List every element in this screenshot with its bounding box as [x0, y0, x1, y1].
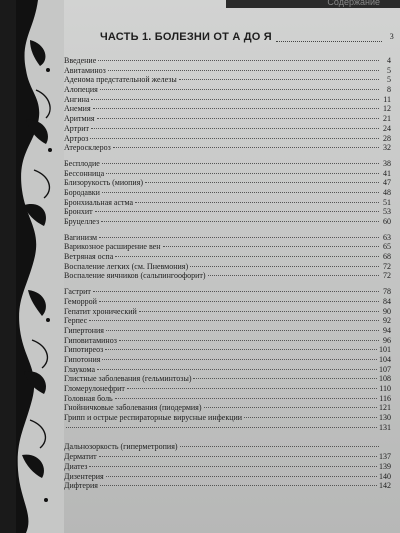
toc-entry-page: 78 — [383, 287, 391, 297]
toc-entry[interactable] — [64, 307, 391, 317]
toc-entry[interactable] — [64, 66, 391, 76]
toc-entry-page: 96 — [383, 335, 391, 345]
toc-entry-title: Гнойничковые заболевания (пиодермия) — [64, 403, 202, 413]
toc-entry-title: Авитаминоз — [64, 65, 106, 75]
leader-dots — [95, 211, 379, 212]
toc-entry-page: 140 — [379, 471, 391, 481]
running-header — [226, 0, 400, 8]
toc-entry-title: Артрит — [64, 123, 90, 133]
toc-entry-page: 53 — [383, 207, 391, 217]
toc-entry-title: Бруцеллез — [64, 217, 100, 226]
toc-entry[interactable] — [64, 472, 391, 482]
toc-entry-page: 24 — [383, 123, 391, 133]
toc-entry-page: 101 — [379, 345, 391, 355]
toc-entry-title: Близорукость (миопия) — [64, 178, 144, 188]
leader-dots — [89, 466, 377, 467]
toc-entry-title: Анемия — [64, 104, 91, 114]
toc-entry-title: Аденома предстательной железы — [64, 75, 177, 85]
leader-dots — [276, 41, 382, 42]
toc-entry-page: 84 — [383, 296, 391, 306]
part-heading — [100, 30, 396, 46]
toc-entry-page: 12 — [383, 104, 391, 114]
toc-entry-page: 65 — [383, 242, 391, 252]
toc-entry-page: 68 — [383, 252, 391, 262]
running-title: Содержание — [327, 0, 380, 7]
toc-entry-title: Воспаление легких (см. Пневмония) — [64, 261, 189, 271]
leader-dots — [145, 182, 379, 183]
toc-entry-page: 60 — [383, 217, 391, 226]
toc-entry[interactable] — [64, 271, 391, 281]
leader-dots — [204, 407, 377, 408]
toc-entry-page: 47 — [383, 178, 391, 188]
toc-entry[interactable] — [64, 365, 391, 375]
toc-entry-page: 5 — [387, 75, 391, 85]
toc-entry-title: Гиповитаминоз — [64, 335, 117, 345]
leader-dots — [179, 79, 379, 80]
toc-entry[interactable] — [64, 75, 391, 85]
toc-entry[interactable] — [64, 104, 391, 114]
leader-dots — [100, 89, 379, 90]
toc-entry[interactable] — [64, 287, 391, 297]
toc-entry[interactable] — [64, 442, 391, 452]
leader-dots — [91, 128, 379, 129]
toc-entry-page: 63 — [383, 232, 391, 242]
toc-entry-title: Бессонница — [64, 168, 105, 178]
toc-entry-title: Гастрит — [64, 287, 91, 297]
toc-entry[interactable] — [64, 413, 391, 423]
leader-dots — [101, 221, 379, 222]
leader-dots — [113, 147, 379, 148]
toc-entry-title: Глистные заболевания (гельминтозы) — [64, 374, 192, 384]
toc-entry[interactable] — [64, 56, 391, 66]
toc-entry-title: Атеросклероз — [64, 143, 111, 153]
leader-dots — [99, 456, 377, 457]
toc-entry-page: 72 — [383, 261, 391, 271]
toc-entry-page: 139 — [379, 461, 391, 471]
toc-entry[interactable] — [64, 336, 391, 346]
leader-dots — [102, 163, 379, 164]
leader-dots — [93, 291, 379, 292]
toc-entry[interactable] — [64, 452, 391, 462]
part-page-number: 3 — [389, 32, 394, 41]
toc-entry[interactable] — [64, 85, 391, 95]
toc-entry[interactable] — [64, 178, 391, 188]
toc-entry[interactable] — [64, 134, 391, 144]
leader-dots — [119, 340, 379, 341]
leader-dots — [97, 369, 377, 370]
toc-entry[interactable] — [64, 297, 391, 307]
toc-entry-page: 131 — [379, 422, 391, 432]
toc-entry-title: Алопеция — [64, 85, 98, 95]
leader-dots — [115, 398, 378, 399]
leader-dots — [135, 202, 379, 203]
toc-entry[interactable] — [64, 233, 391, 243]
leader-dots — [139, 311, 379, 312]
toc-entry-title: Артроз — [64, 133, 89, 143]
leader-dots — [100, 485, 377, 486]
toc-entry-title: Аритмия — [64, 114, 95, 124]
leader-dots — [244, 417, 377, 418]
toc-entry[interactable] — [64, 403, 391, 413]
toc-entry-title: Бородавки — [64, 187, 100, 197]
toc-entry-page: 110 — [379, 384, 391, 393]
leader-dots — [108, 70, 379, 71]
toc-entry-page: 94 — [383, 325, 391, 335]
toc-entry[interactable] — [64, 462, 391, 472]
leader-dots — [91, 99, 379, 100]
toc-entry[interactable] — [64, 394, 391, 404]
toc-entry-title: Воспаление яичников (сальпингоофорит) — [64, 271, 206, 281]
toc-entry-page: 92 — [383, 316, 391, 326]
leader-dots — [90, 138, 379, 139]
toc-entry-title: Глаукома — [64, 364, 96, 374]
toc-entry[interactable] — [64, 217, 391, 227]
toc-entry-page: 142 — [379, 481, 391, 491]
toc-entry[interactable] — [64, 423, 391, 433]
toc-entry-page: 5 — [387, 65, 391, 75]
toc-entry[interactable] — [64, 252, 391, 262]
toc-entry-title: Гепатит хронический — [64, 306, 137, 316]
toc-entry-title: Введение — [64, 56, 97, 65]
toc-entry-title: Головная боль — [64, 393, 113, 403]
toc-entry-page: 8 — [387, 85, 391, 95]
leader-dots — [115, 256, 379, 257]
toc-entry-page: 116 — [379, 393, 391, 403]
leader-dots — [127, 388, 377, 389]
toc-entry-page: 21 — [383, 114, 391, 124]
toc-entry-title: Бесплодие — [64, 158, 100, 168]
toc-entry-page: 108 — [379, 374, 391, 384]
toc-entry-page: 107 — [379, 364, 391, 374]
toc-entry[interactable] — [64, 207, 391, 217]
toc-entry-title: Грипп и острые респираторные вирусные инфекции — [64, 413, 243, 423]
toc-entry[interactable] — [64, 124, 391, 134]
toc-entry-title: Бронхиальная астма — [64, 197, 134, 207]
toc-entry-title: Дальнозоркость (гиперметропия) — [64, 442, 178, 452]
toc-entry-page: 4 — [387, 56, 391, 65]
leader-dots — [97, 118, 379, 119]
toc-entry-title: Ветряная оспа — [64, 252, 114, 262]
toc-entry[interactable] — [64, 345, 391, 355]
toc-entry[interactable] — [64, 95, 391, 105]
toc-entry[interactable] — [64, 384, 391, 394]
floral-ornament-icon — [16, 0, 64, 533]
leader-dots — [99, 301, 379, 302]
toc-entry[interactable] — [64, 169, 391, 179]
book-page — [16, 0, 400, 533]
toc-entry-page: 72 — [383, 271, 391, 281]
toc-entry-title: Дерматит — [64, 452, 97, 462]
toc-entry-page: 11 — [383, 94, 391, 104]
toc-entry-page: 137 — [379, 452, 391, 462]
toc-entry-page: 32 — [383, 143, 391, 153]
leader-dots — [66, 427, 377, 428]
leader-dots — [105, 349, 377, 350]
part-title: ЧАСТЬ 1. БОЛЕЗНИ ОТ А ДО Я — [100, 31, 272, 43]
toc-entry-page: 51 — [383, 197, 391, 207]
toc-entry-page: 38 — [383, 158, 391, 168]
leader-dots — [106, 173, 379, 174]
group-separator — [64, 432, 391, 442]
leader-dots — [102, 359, 377, 360]
toc-entry[interactable] — [64, 262, 391, 272]
toc-entry-title: Геморрой — [64, 296, 97, 306]
toc-entry[interactable] — [64, 143, 391, 153]
toc-entry-title: Гломерулонефрит — [64, 384, 125, 393]
toc-entry-page: 104 — [379, 354, 391, 364]
leader-dots — [93, 108, 379, 109]
toc-entry[interactable] — [64, 316, 391, 326]
toc-entry[interactable] — [64, 242, 391, 252]
toc-entry[interactable] — [64, 481, 391, 491]
toc-entry-title: Диатез — [64, 461, 88, 471]
leader-dots — [180, 446, 379, 447]
toc-entry-page: 28 — [383, 133, 391, 143]
toc-entry-title: Гипотония — [64, 354, 101, 364]
leader-dots — [99, 237, 379, 238]
toc-entry-title: Варикозное расширение вен — [64, 242, 161, 252]
table-of-contents — [64, 56, 391, 491]
toc-entry[interactable] — [64, 355, 391, 365]
toc-entry[interactable] — [64, 159, 391, 169]
toc-entry-title: Дифтерия — [64, 481, 98, 491]
leader-dots — [208, 275, 379, 276]
leader-dots — [89, 320, 379, 321]
toc-entry-page: 90 — [383, 306, 391, 316]
leader-dots — [106, 476, 377, 477]
leader-dots — [193, 378, 377, 379]
toc-entry[interactable] — [64, 188, 391, 198]
leader-dots — [163, 246, 379, 247]
toc-entry-title: Бронхит — [64, 207, 93, 217]
toc-entry-title: Гипертония — [64, 325, 104, 335]
toc-entry-page: 41 — [383, 168, 391, 178]
toc-entry-title: Герпес — [64, 316, 88, 326]
toc-entry-page: 130 — [379, 413, 391, 423]
toc-entry-page: 48 — [383, 187, 391, 197]
leader-dots — [190, 266, 379, 267]
toc-entry-title: Вагинизм — [64, 232, 98, 242]
toc-entry[interactable] — [64, 374, 391, 384]
toc-entry[interactable] — [64, 114, 391, 124]
leader-dots — [98, 60, 379, 61]
leader-dots — [106, 330, 379, 331]
toc-entry-title: Дизентерия — [64, 471, 104, 481]
toc-entry[interactable] — [64, 326, 391, 336]
toc-entry-title: Ангина — [64, 94, 90, 104]
toc-entry-title: Гипотиреоз — [64, 345, 104, 355]
toc-entry[interactable] — [64, 198, 391, 208]
toc-entry-page: 121 — [379, 403, 391, 413]
leader-dots — [102, 192, 379, 193]
